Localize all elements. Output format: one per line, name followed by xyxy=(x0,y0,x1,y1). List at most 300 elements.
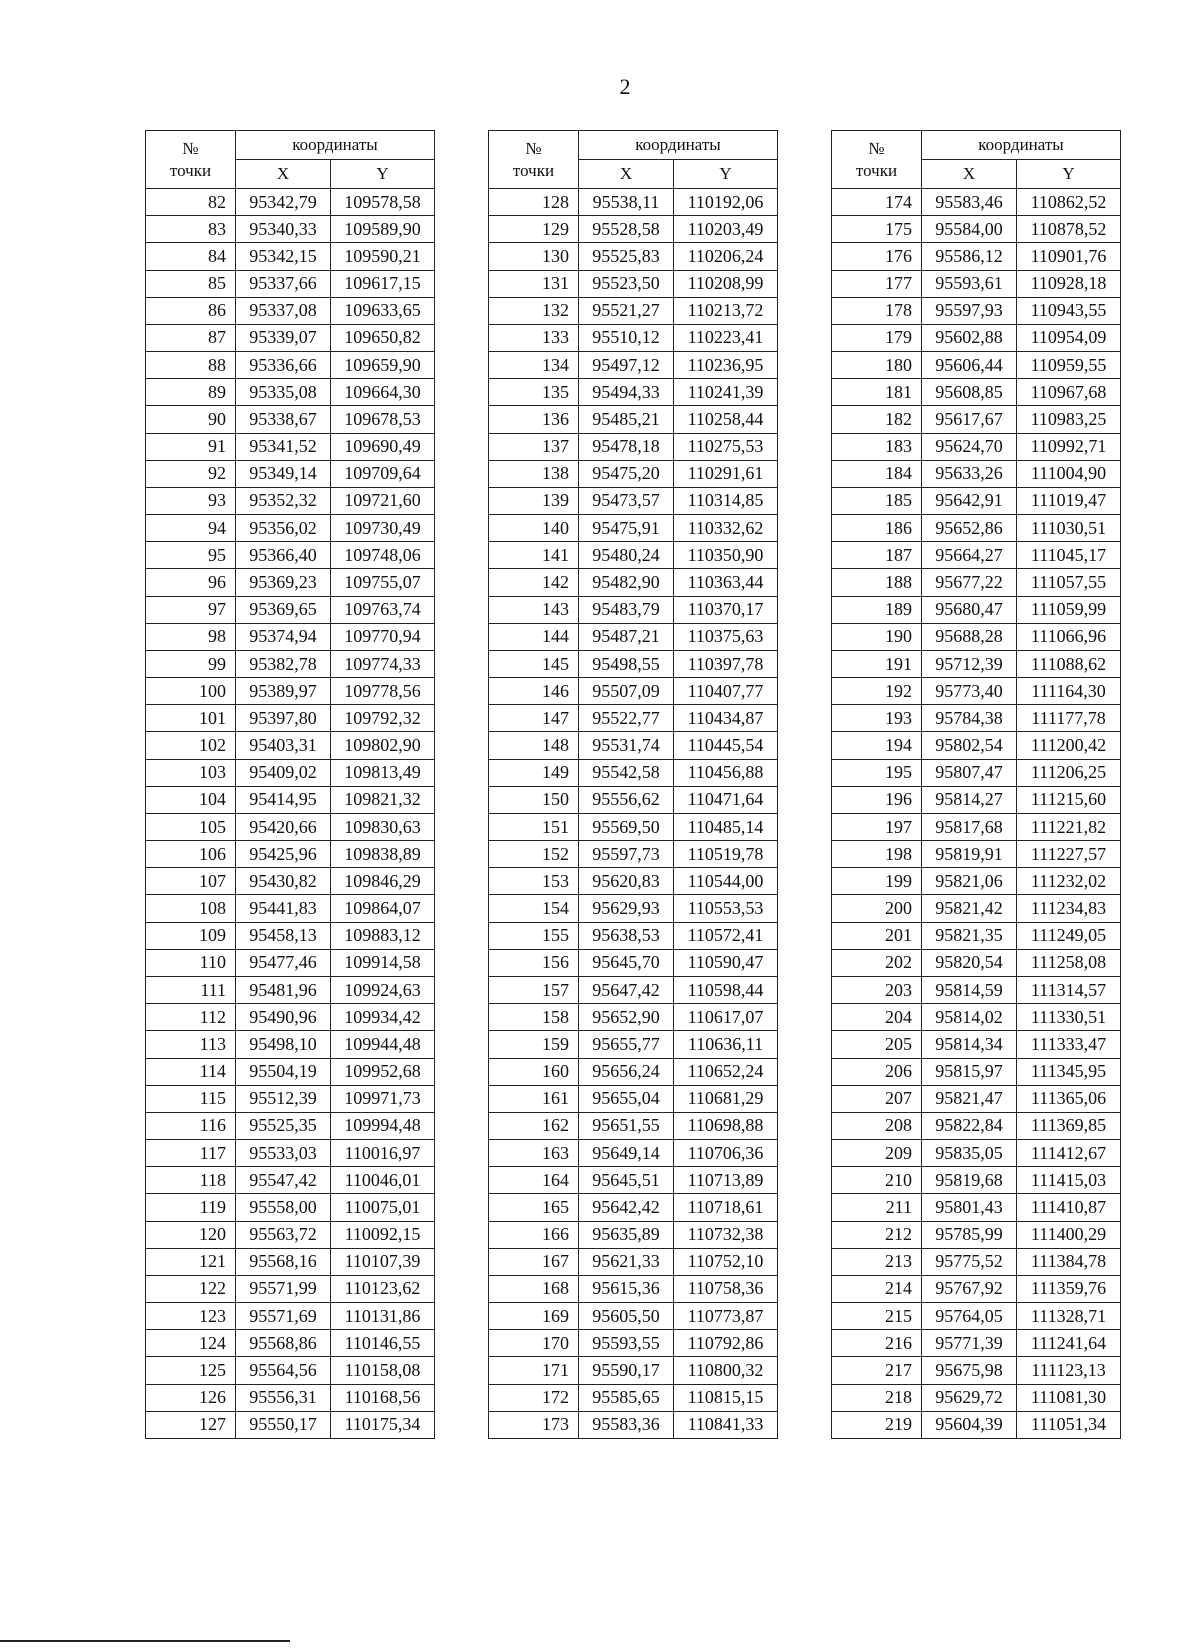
point-number: 216 xyxy=(832,1330,922,1357)
y-value: 109830,63 xyxy=(331,813,435,840)
table-row xyxy=(489,1357,778,1384)
point-number: 164 xyxy=(489,1167,579,1194)
x-value: 95814,59 xyxy=(922,976,1017,1003)
point-number: 126 xyxy=(146,1384,236,1411)
x-value: 95374,94 xyxy=(236,623,331,650)
point-number: 139 xyxy=(489,487,579,514)
x-value: 95608,85 xyxy=(922,379,1017,406)
point-number: 144 xyxy=(489,623,579,650)
number-sign: № xyxy=(525,138,542,158)
y-value: 109934,42 xyxy=(331,1004,435,1031)
point-number: 115 xyxy=(146,1085,236,1112)
point-number: 209 xyxy=(832,1140,922,1167)
table-row xyxy=(146,189,435,216)
point-number: 88 xyxy=(146,352,236,379)
x-value: 95649,14 xyxy=(579,1140,674,1167)
x-value: 95510,12 xyxy=(579,324,674,351)
x-value: 95528,58 xyxy=(579,216,674,243)
x-value: 95430,82 xyxy=(236,868,331,895)
point-number: 141 xyxy=(489,542,579,569)
x-value: 95342,15 xyxy=(236,243,331,270)
point-number: 173 xyxy=(489,1411,579,1438)
x-value: 95597,73 xyxy=(579,841,674,868)
point-number: 108 xyxy=(146,895,236,922)
point-number: 179 xyxy=(832,324,922,351)
point-number: 145 xyxy=(489,650,579,677)
table-row xyxy=(489,976,778,1003)
x-value: 95504,19 xyxy=(236,1058,331,1085)
y-value: 109659,90 xyxy=(331,352,435,379)
x-value: 95480,24 xyxy=(579,542,674,569)
x-header: X xyxy=(579,160,674,189)
y-value: 109650,82 xyxy=(331,324,435,351)
y-value: 110434,87 xyxy=(674,705,778,732)
table-row xyxy=(489,243,778,270)
table-row xyxy=(489,1167,778,1194)
x-value: 95366,40 xyxy=(236,542,331,569)
point-number: 103 xyxy=(146,759,236,786)
x-value: 95584,00 xyxy=(922,216,1017,243)
y-value: 110800,32 xyxy=(674,1357,778,1384)
x-header: X xyxy=(922,160,1017,189)
y-value: 111200,42 xyxy=(1017,732,1121,759)
point-number: 124 xyxy=(146,1330,236,1357)
table-row xyxy=(832,1221,1121,1248)
x-value: 95525,83 xyxy=(579,243,674,270)
x-value: 95335,08 xyxy=(236,379,331,406)
table-row xyxy=(146,1112,435,1139)
coordinates-header: координаты xyxy=(579,131,778,160)
x-value: 95568,86 xyxy=(236,1330,331,1357)
table-row xyxy=(832,976,1121,1003)
point-number: 201 xyxy=(832,922,922,949)
x-value: 95409,02 xyxy=(236,759,331,786)
table-row xyxy=(489,1275,778,1302)
x-value: 95617,67 xyxy=(922,406,1017,433)
x-value: 95764,05 xyxy=(922,1303,1017,1330)
y-value: 110815,15 xyxy=(674,1384,778,1411)
point-number-header xyxy=(832,131,922,189)
point-number: 105 xyxy=(146,813,236,840)
table-row xyxy=(146,922,435,949)
y-value: 111030,51 xyxy=(1017,515,1121,542)
x-value: 95814,02 xyxy=(922,1004,1017,1031)
y-value: 111221,82 xyxy=(1017,813,1121,840)
y-value: 110291,61 xyxy=(674,460,778,487)
table-row xyxy=(146,895,435,922)
table-row xyxy=(146,569,435,596)
y-value: 111059,99 xyxy=(1017,596,1121,623)
y-value: 110241,39 xyxy=(674,379,778,406)
point-number: 99 xyxy=(146,650,236,677)
point-number: 192 xyxy=(832,678,922,705)
table-row xyxy=(832,297,1121,324)
x-value: 95621,33 xyxy=(579,1248,674,1275)
y-value: 111088,62 xyxy=(1017,650,1121,677)
y-value: 111057,55 xyxy=(1017,569,1121,596)
table-row xyxy=(146,705,435,732)
x-value: 95558,00 xyxy=(236,1194,331,1221)
x-value: 95339,07 xyxy=(236,324,331,351)
point-number: 86 xyxy=(146,297,236,324)
y-value: 111333,47 xyxy=(1017,1031,1121,1058)
x-value: 95688,28 xyxy=(922,623,1017,650)
table-row xyxy=(489,1221,778,1248)
point-number: 184 xyxy=(832,460,922,487)
coordinates-header: координаты xyxy=(922,131,1121,160)
point-number: 183 xyxy=(832,433,922,460)
y-header: Y xyxy=(674,160,778,189)
y-value: 110485,14 xyxy=(674,813,778,840)
y-value: 110223,41 xyxy=(674,324,778,351)
point-number: 150 xyxy=(489,786,579,813)
y-value: 110131,86 xyxy=(331,1303,435,1330)
table-row xyxy=(832,1140,1121,1167)
table-row xyxy=(832,895,1121,922)
point-number: 135 xyxy=(489,379,579,406)
x-value: 95664,27 xyxy=(922,542,1017,569)
table-row xyxy=(146,1221,435,1248)
y-value: 110016,97 xyxy=(331,1140,435,1167)
x-value: 95556,62 xyxy=(579,786,674,813)
table-row xyxy=(832,433,1121,460)
point-number: 212 xyxy=(832,1221,922,1248)
y-value: 109802,90 xyxy=(331,732,435,759)
table-row xyxy=(832,732,1121,759)
table-row xyxy=(832,569,1121,596)
x-value: 95820,54 xyxy=(922,949,1017,976)
table-row xyxy=(489,1004,778,1031)
point-number: 204 xyxy=(832,1004,922,1031)
y-value: 110168,56 xyxy=(331,1384,435,1411)
point-number: 176 xyxy=(832,243,922,270)
y-value: 110350,90 xyxy=(674,542,778,569)
x-value: 95341,52 xyxy=(236,433,331,460)
x-value: 95525,35 xyxy=(236,1112,331,1139)
x-value: 95564,56 xyxy=(236,1357,331,1384)
table-row xyxy=(489,324,778,351)
x-value: 95835,05 xyxy=(922,1140,1017,1167)
table-row xyxy=(489,678,778,705)
point-number: 136 xyxy=(489,406,579,433)
y-value: 110213,72 xyxy=(674,297,778,324)
y-value: 109589,90 xyxy=(331,216,435,243)
x-value: 95712,39 xyxy=(922,650,1017,677)
x-value: 95478,18 xyxy=(579,433,674,460)
point-number: 85 xyxy=(146,270,236,297)
point-number: 100 xyxy=(146,678,236,705)
table-row xyxy=(146,1140,435,1167)
y-value: 109883,12 xyxy=(331,922,435,949)
x-value: 95498,10 xyxy=(236,1031,331,1058)
y-value: 111232,02 xyxy=(1017,868,1121,895)
y-value: 110862,52 xyxy=(1017,189,1121,216)
x-value: 95475,91 xyxy=(579,515,674,542)
point-number: 186 xyxy=(832,515,922,542)
y-value: 110878,52 xyxy=(1017,216,1121,243)
x-value: 95414,95 xyxy=(236,786,331,813)
point-number: 153 xyxy=(489,868,579,895)
point-number: 163 xyxy=(489,1140,579,1167)
table-row xyxy=(489,189,778,216)
x-value: 95593,61 xyxy=(922,270,1017,297)
x-value: 95487,21 xyxy=(579,623,674,650)
point-number: 147 xyxy=(489,705,579,732)
table-row xyxy=(832,542,1121,569)
x-value: 95586,12 xyxy=(922,243,1017,270)
table-row xyxy=(489,922,778,949)
x-value: 95583,46 xyxy=(922,189,1017,216)
table-row xyxy=(146,460,435,487)
y-value: 111164,30 xyxy=(1017,678,1121,705)
table-row xyxy=(832,596,1121,623)
point-number: 118 xyxy=(146,1167,236,1194)
point-number: 134 xyxy=(489,352,579,379)
point-number: 125 xyxy=(146,1357,236,1384)
x-value: 95369,23 xyxy=(236,569,331,596)
point-number: 197 xyxy=(832,813,922,840)
point-number: 91 xyxy=(146,433,236,460)
point-number: 87 xyxy=(146,324,236,351)
y-value: 110698,88 xyxy=(674,1112,778,1139)
x-value: 95801,43 xyxy=(922,1194,1017,1221)
table-row xyxy=(832,379,1121,406)
x-value: 95477,46 xyxy=(236,949,331,976)
table-row xyxy=(832,786,1121,813)
y-value: 111081,30 xyxy=(1017,1384,1121,1411)
x-value: 95550,17 xyxy=(236,1411,331,1438)
point-number: 175 xyxy=(832,216,922,243)
table-row xyxy=(146,1275,435,1302)
x-value: 95655,04 xyxy=(579,1085,674,1112)
table-row xyxy=(832,216,1121,243)
point-number: 162 xyxy=(489,1112,579,1139)
point-number: 95 xyxy=(146,542,236,569)
x-value: 95814,27 xyxy=(922,786,1017,813)
y-value: 110519,78 xyxy=(674,841,778,868)
point-number: 174 xyxy=(832,189,922,216)
y-value: 111359,76 xyxy=(1017,1275,1121,1302)
point-number: 182 xyxy=(832,406,922,433)
point-number: 106 xyxy=(146,841,236,868)
point-number: 110 xyxy=(146,949,236,976)
y-value: 110445,54 xyxy=(674,732,778,759)
x-value: 95475,20 xyxy=(579,460,674,487)
table-row xyxy=(489,1248,778,1275)
table-row xyxy=(146,949,435,976)
x-value: 95624,70 xyxy=(922,433,1017,460)
x-value: 95337,08 xyxy=(236,297,331,324)
table-row xyxy=(146,352,435,379)
table-row xyxy=(146,433,435,460)
point-number: 111 xyxy=(146,976,236,1003)
table-row xyxy=(146,270,435,297)
table-row xyxy=(832,949,1121,976)
y-value: 111249,05 xyxy=(1017,922,1121,949)
point-number: 214 xyxy=(832,1275,922,1302)
point-number: 180 xyxy=(832,352,922,379)
x-value: 95821,47 xyxy=(922,1085,1017,1112)
y-value: 109770,94 xyxy=(331,623,435,650)
point-number: 142 xyxy=(489,569,579,596)
y-value: 110553,53 xyxy=(674,895,778,922)
x-value: 95647,42 xyxy=(579,976,674,1003)
table-row xyxy=(832,650,1121,677)
y-value: 111066,96 xyxy=(1017,623,1121,650)
x-value: 95485,21 xyxy=(579,406,674,433)
y-header: Y xyxy=(1017,160,1121,189)
bottom-edge-line xyxy=(0,1640,290,1642)
x-value: 95538,11 xyxy=(579,189,674,216)
y-value: 109864,07 xyxy=(331,895,435,922)
y-value: 111412,67 xyxy=(1017,1140,1121,1167)
y-value: 110363,44 xyxy=(674,569,778,596)
point-number: 89 xyxy=(146,379,236,406)
table-row xyxy=(146,786,435,813)
x-value: 95680,47 xyxy=(922,596,1017,623)
y-value: 110192,06 xyxy=(674,189,778,216)
point-number: 98 xyxy=(146,623,236,650)
y-value: 110928,18 xyxy=(1017,270,1121,297)
y-value: 110967,68 xyxy=(1017,379,1121,406)
table-row xyxy=(489,868,778,895)
x-value: 95542,58 xyxy=(579,759,674,786)
x-value: 95522,77 xyxy=(579,705,674,732)
y-value: 110901,76 xyxy=(1017,243,1121,270)
table-row xyxy=(489,759,778,786)
table-row xyxy=(146,1031,435,1058)
number-sign: № xyxy=(182,138,199,158)
y-value: 110959,55 xyxy=(1017,352,1121,379)
x-value: 95531,74 xyxy=(579,732,674,759)
table-row xyxy=(146,1085,435,1112)
x-value: 95604,39 xyxy=(922,1411,1017,1438)
x-value: 95784,38 xyxy=(922,705,1017,732)
y-value: 110332,62 xyxy=(674,515,778,542)
y-value: 111415,03 xyxy=(1017,1167,1121,1194)
x-value: 95635,89 xyxy=(579,1221,674,1248)
y-value: 109994,48 xyxy=(331,1112,435,1139)
table-row xyxy=(146,1194,435,1221)
x-value: 95425,96 xyxy=(236,841,331,868)
y-value: 110636,11 xyxy=(674,1031,778,1058)
table-row xyxy=(489,406,778,433)
coordinates-table-2 xyxy=(488,130,778,1439)
y-value: 110544,00 xyxy=(674,868,778,895)
table-row xyxy=(146,1167,435,1194)
point-number: 167 xyxy=(489,1248,579,1275)
x-value: 95571,69 xyxy=(236,1303,331,1330)
x-value: 95815,97 xyxy=(922,1058,1017,1085)
table-row xyxy=(489,949,778,976)
point-number: 169 xyxy=(489,1303,579,1330)
table-row xyxy=(832,1330,1121,1357)
y-value: 110092,15 xyxy=(331,1221,435,1248)
table-row xyxy=(146,243,435,270)
point-number: 165 xyxy=(489,1194,579,1221)
table-row xyxy=(489,297,778,324)
x-value: 95629,72 xyxy=(922,1384,1017,1411)
table-row xyxy=(146,487,435,514)
x-value: 95473,57 xyxy=(579,487,674,514)
point-number: 107 xyxy=(146,868,236,895)
x-value: 95356,02 xyxy=(236,515,331,542)
table-row xyxy=(832,1112,1121,1139)
y-value: 109721,60 xyxy=(331,487,435,514)
point-number: 119 xyxy=(146,1194,236,1221)
point-number: 190 xyxy=(832,623,922,650)
x-value: 95494,33 xyxy=(579,379,674,406)
y-value: 110375,63 xyxy=(674,623,778,650)
x-value: 95814,34 xyxy=(922,1031,1017,1058)
point-number: 83 xyxy=(146,216,236,243)
coordinates-table-3 xyxy=(831,130,1121,1439)
y-value: 109690,49 xyxy=(331,433,435,460)
point-number: 178 xyxy=(832,297,922,324)
table-row xyxy=(146,732,435,759)
table-row xyxy=(832,1275,1121,1302)
point-number: 148 xyxy=(489,732,579,759)
y-value: 110471,64 xyxy=(674,786,778,813)
y-value: 109971,73 xyxy=(331,1085,435,1112)
y-value: 111345,95 xyxy=(1017,1058,1121,1085)
y-value: 110713,89 xyxy=(674,1167,778,1194)
y-value: 110652,24 xyxy=(674,1058,778,1085)
x-value: 95645,70 xyxy=(579,949,674,976)
table-row xyxy=(489,813,778,840)
point-number: 210 xyxy=(832,1167,922,1194)
y-value: 110236,95 xyxy=(674,352,778,379)
y-value: 111004,90 xyxy=(1017,460,1121,487)
table-row xyxy=(832,841,1121,868)
number-sign: № xyxy=(868,138,885,158)
table-row xyxy=(146,678,435,705)
table-row xyxy=(489,515,778,542)
table-row xyxy=(146,813,435,840)
x-value: 95642,91 xyxy=(922,487,1017,514)
point-number: 130 xyxy=(489,243,579,270)
point-number: 181 xyxy=(832,379,922,406)
x-value: 95821,06 xyxy=(922,868,1017,895)
point-number: 137 xyxy=(489,433,579,460)
point-number: 202 xyxy=(832,949,922,976)
table-row xyxy=(832,460,1121,487)
x-value: 95336,66 xyxy=(236,352,331,379)
point-number: 170 xyxy=(489,1330,579,1357)
y-value: 110617,07 xyxy=(674,1004,778,1031)
y-value: 109944,48 xyxy=(331,1031,435,1058)
point-number: 208 xyxy=(832,1112,922,1139)
point-number: 185 xyxy=(832,487,922,514)
y-value: 109778,56 xyxy=(331,678,435,705)
y-value: 110954,09 xyxy=(1017,324,1121,351)
point-number: 116 xyxy=(146,1112,236,1139)
table-row xyxy=(832,678,1121,705)
x-value: 95802,54 xyxy=(922,732,1017,759)
point-number: 84 xyxy=(146,243,236,270)
y-value: 109763,74 xyxy=(331,596,435,623)
y-value: 111234,83 xyxy=(1017,895,1121,922)
point-number-header xyxy=(489,131,579,189)
table-row xyxy=(489,1058,778,1085)
point-number: 158 xyxy=(489,1004,579,1031)
point-number: 96 xyxy=(146,569,236,596)
point-number: 200 xyxy=(832,895,922,922)
x-value: 95821,42 xyxy=(922,895,1017,922)
y-value: 110123,62 xyxy=(331,1275,435,1302)
table-row xyxy=(832,1248,1121,1275)
point-number: 93 xyxy=(146,487,236,514)
